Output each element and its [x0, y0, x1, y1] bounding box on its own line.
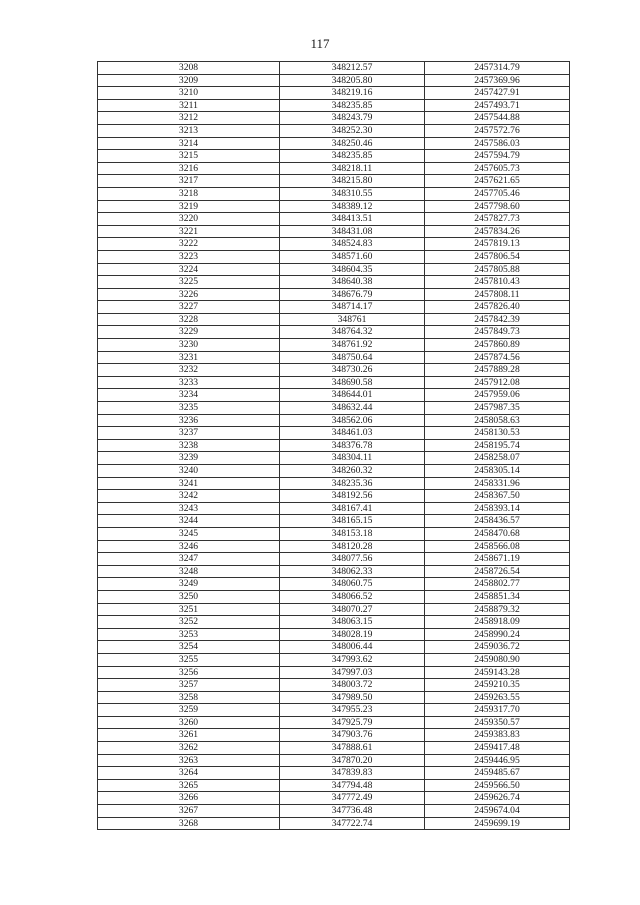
table-row — [98, 364, 570, 377]
x-coordinate-cell: 347870.20 — [280, 754, 425, 767]
y-coordinate-cell: 2459143.28 — [425, 666, 570, 679]
point-number-cell: 3247 — [98, 553, 280, 566]
table-row — [98, 704, 570, 717]
x-coordinate-cell: 348077.56 — [280, 553, 425, 566]
table-row — [98, 641, 570, 654]
table-row — [98, 238, 570, 251]
y-coordinate-cell: 2459210.35 — [425, 679, 570, 692]
table-row — [98, 490, 570, 503]
table-row — [98, 540, 570, 553]
point-number-cell: 3257 — [98, 679, 280, 692]
x-coordinate-cell: 347839.83 — [280, 767, 425, 780]
point-number-cell: 3219 — [98, 200, 280, 213]
x-coordinate-cell: 348063.15 — [280, 616, 425, 629]
point-number-cell: 3226 — [98, 288, 280, 301]
y-coordinate-cell: 2457705.46 — [425, 187, 570, 200]
table-row — [98, 402, 570, 415]
point-number-cell: 3221 — [98, 225, 280, 238]
table-row — [98, 99, 570, 112]
x-coordinate-cell: 348219.16 — [280, 87, 425, 100]
x-coordinate-cell: 348215.80 — [280, 175, 425, 188]
table-row — [98, 578, 570, 591]
x-coordinate-cell: 348205.80 — [280, 74, 425, 87]
x-coordinate-cell: 348235.85 — [280, 99, 425, 112]
y-coordinate-cell: 2457959.06 — [425, 389, 570, 402]
table-row — [98, 112, 570, 125]
table-row — [98, 288, 570, 301]
table-row — [98, 150, 570, 163]
x-coordinate-cell: 348562.06 — [280, 414, 425, 427]
x-coordinate-cell: 348060.75 — [280, 578, 425, 591]
point-number-cell: 3217 — [98, 175, 280, 188]
y-coordinate-cell: 2457594.79 — [425, 150, 570, 163]
point-number-cell: 3267 — [98, 805, 280, 818]
y-coordinate-cell: 2457874.56 — [425, 351, 570, 364]
table-row — [98, 616, 570, 629]
point-number-cell: 3233 — [98, 376, 280, 389]
x-coordinate-cell: 348761 — [280, 313, 425, 326]
table-row — [98, 742, 570, 755]
y-coordinate-cell: 2459080.90 — [425, 653, 570, 666]
x-coordinate-cell: 348644.01 — [280, 389, 425, 402]
table-row — [98, 603, 570, 616]
x-coordinate-cell: 348676.79 — [280, 288, 425, 301]
y-coordinate-cell: 2457912.08 — [425, 376, 570, 389]
point-number-cell: 3211 — [98, 99, 280, 112]
y-coordinate-cell: 2457827.73 — [425, 213, 570, 226]
table-row — [98, 389, 570, 402]
table-row — [98, 62, 570, 75]
y-coordinate-cell: 2459317.70 — [425, 704, 570, 717]
x-coordinate-cell: 348243.79 — [280, 112, 425, 125]
point-number-cell: 3241 — [98, 477, 280, 490]
y-coordinate-cell: 2459263.55 — [425, 691, 570, 704]
x-coordinate-cell: 348235.85 — [280, 150, 425, 163]
x-coordinate-cell: 348070.27 — [280, 603, 425, 616]
y-coordinate-cell: 2458918.09 — [425, 616, 570, 629]
y-coordinate-cell: 2458470.68 — [425, 527, 570, 540]
point-number-cell: 3234 — [98, 389, 280, 402]
table-row — [98, 427, 570, 440]
point-number-cell: 3214 — [98, 137, 280, 150]
table-row — [98, 465, 570, 478]
y-coordinate-cell: 2458331.96 — [425, 477, 570, 490]
table-row — [98, 477, 570, 490]
point-number-cell: 3246 — [98, 540, 280, 553]
table-row — [98, 351, 570, 364]
table-row — [98, 326, 570, 339]
y-coordinate-cell: 2458058.63 — [425, 414, 570, 427]
table-row — [98, 653, 570, 666]
y-coordinate-cell: 2459036.72 — [425, 641, 570, 654]
x-coordinate-cell: 348304.11 — [280, 452, 425, 465]
table-row — [98, 175, 570, 188]
table-row — [98, 162, 570, 175]
x-coordinate-cell: 348431.08 — [280, 225, 425, 238]
table-row — [98, 502, 570, 515]
x-coordinate-cell: 348376.78 — [280, 439, 425, 452]
x-coordinate-cell: 347955.23 — [280, 704, 425, 717]
table-row — [98, 376, 570, 389]
table-row — [98, 691, 570, 704]
y-coordinate-cell: 2458671.19 — [425, 553, 570, 566]
table-row — [98, 716, 570, 729]
point-number-cell: 3236 — [98, 414, 280, 427]
table-row — [98, 817, 570, 830]
x-coordinate-cell: 347772.49 — [280, 792, 425, 805]
y-coordinate-cell: 2457889.28 — [425, 364, 570, 377]
point-number-cell: 3240 — [98, 465, 280, 478]
point-number-cell: 3253 — [98, 628, 280, 641]
point-number-cell: 3264 — [98, 767, 280, 780]
table-row — [98, 779, 570, 792]
table-row — [98, 805, 570, 818]
table-row — [98, 553, 570, 566]
point-number-cell: 3266 — [98, 792, 280, 805]
x-coordinate-cell: 348028.19 — [280, 628, 425, 641]
table-row — [98, 439, 570, 452]
y-coordinate-cell: 2457842.39 — [425, 313, 570, 326]
y-coordinate-cell: 2457493.71 — [425, 99, 570, 112]
x-coordinate-cell: 348006.44 — [280, 641, 425, 654]
y-coordinate-cell: 2459417.48 — [425, 742, 570, 755]
x-coordinate-cell: 348690.58 — [280, 376, 425, 389]
y-coordinate-cell: 2457805.88 — [425, 263, 570, 276]
point-number-cell: 3259 — [98, 704, 280, 717]
point-number-cell: 3230 — [98, 339, 280, 352]
point-number-cell: 3256 — [98, 666, 280, 679]
x-coordinate-cell: 348066.52 — [280, 590, 425, 603]
table-row — [98, 792, 570, 805]
y-coordinate-cell: 2459674.04 — [425, 805, 570, 818]
table-row — [98, 213, 570, 226]
point-number-cell: 3224 — [98, 263, 280, 276]
x-coordinate-cell: 348632.44 — [280, 402, 425, 415]
table-row — [98, 767, 570, 780]
x-coordinate-cell: 347925.79 — [280, 716, 425, 729]
x-coordinate-cell: 348764.32 — [280, 326, 425, 339]
x-coordinate-cell: 348252.30 — [280, 124, 425, 137]
y-coordinate-cell: 2458367.50 — [425, 490, 570, 503]
y-coordinate-cell: 2459699.19 — [425, 817, 570, 830]
point-number-cell: 3223 — [98, 250, 280, 263]
x-coordinate-cell: 348750.64 — [280, 351, 425, 364]
y-coordinate-cell: 2457849.73 — [425, 326, 570, 339]
table-row — [98, 263, 570, 276]
x-coordinate-cell: 348640.38 — [280, 276, 425, 289]
y-coordinate-cell: 2457987.35 — [425, 402, 570, 415]
x-coordinate-cell: 348062.33 — [280, 565, 425, 578]
y-coordinate-cell: 2457369.96 — [425, 74, 570, 87]
x-coordinate-cell: 348192.56 — [280, 490, 425, 503]
y-coordinate-cell: 2458802.77 — [425, 578, 570, 591]
point-number-cell: 3249 — [98, 578, 280, 591]
point-number-cell: 3216 — [98, 162, 280, 175]
x-coordinate-cell: 348413.51 — [280, 213, 425, 226]
x-coordinate-cell: 348389.12 — [280, 200, 425, 213]
table-row — [98, 628, 570, 641]
y-coordinate-cell: 2458851.34 — [425, 590, 570, 603]
y-coordinate-cell: 2459626.74 — [425, 792, 570, 805]
x-coordinate-cell: 348235.36 — [280, 477, 425, 490]
point-number-cell: 3250 — [98, 590, 280, 603]
point-number-cell: 3265 — [98, 779, 280, 792]
point-number-cell: 3248 — [98, 565, 280, 578]
table-row — [98, 414, 570, 427]
point-number-cell: 3263 — [98, 754, 280, 767]
y-coordinate-cell: 2458195.74 — [425, 439, 570, 452]
y-coordinate-cell: 2459566.50 — [425, 779, 570, 792]
point-number-cell: 3242 — [98, 490, 280, 503]
point-number-cell: 3243 — [98, 502, 280, 515]
point-number-cell: 3255 — [98, 653, 280, 666]
table-row — [98, 74, 570, 87]
y-coordinate-cell: 2458726.54 — [425, 565, 570, 578]
x-coordinate-cell: 347903.76 — [280, 729, 425, 742]
x-coordinate-cell: 348153.18 — [280, 527, 425, 540]
x-coordinate-cell: 348461.03 — [280, 427, 425, 440]
y-coordinate-cell: 2457572.76 — [425, 124, 570, 137]
x-coordinate-cell: 347989.50 — [280, 691, 425, 704]
table-row — [98, 666, 570, 679]
x-coordinate-cell: 348250.46 — [280, 137, 425, 150]
table-row — [98, 250, 570, 263]
x-coordinate-cell: 348218.11 — [280, 162, 425, 175]
point-number-cell: 3225 — [98, 276, 280, 289]
y-coordinate-cell: 2459446.95 — [425, 754, 570, 767]
x-coordinate-cell: 348212.57 — [280, 62, 425, 75]
x-coordinate-cell: 348730.26 — [280, 364, 425, 377]
y-coordinate-cell: 2458566.08 — [425, 540, 570, 553]
page-number: 117 — [310, 36, 330, 51]
coordinate-table — [97, 61, 570, 830]
point-number-cell: 3245 — [98, 527, 280, 540]
point-number-cell: 3238 — [98, 439, 280, 452]
point-number-cell: 3262 — [98, 742, 280, 755]
table-row — [98, 225, 570, 238]
x-coordinate-cell: 348571.60 — [280, 250, 425, 263]
point-number-cell: 3228 — [98, 313, 280, 326]
y-coordinate-cell: 2457427.91 — [425, 87, 570, 100]
table-row — [98, 515, 570, 528]
table-row — [98, 565, 570, 578]
point-number-cell: 3258 — [98, 691, 280, 704]
table-row — [98, 87, 570, 100]
point-number-cell: 3261 — [98, 729, 280, 742]
point-number-cell: 3235 — [98, 402, 280, 415]
point-number-cell: 3222 — [98, 238, 280, 251]
table-row — [98, 276, 570, 289]
x-coordinate-cell: 347736.48 — [280, 805, 425, 818]
y-coordinate-cell: 2457819.13 — [425, 238, 570, 251]
y-coordinate-cell: 2457860.89 — [425, 339, 570, 352]
y-coordinate-cell: 2457834.26 — [425, 225, 570, 238]
point-number-cell: 3231 — [98, 351, 280, 364]
point-number-cell: 3227 — [98, 301, 280, 314]
x-coordinate-cell: 347997.03 — [280, 666, 425, 679]
point-number-cell: 3212 — [98, 112, 280, 125]
y-coordinate-cell: 2457808.11 — [425, 288, 570, 301]
y-coordinate-cell: 2458436.57 — [425, 515, 570, 528]
table-row — [98, 590, 570, 603]
y-coordinate-cell: 2457810.43 — [425, 276, 570, 289]
point-number-cell: 3252 — [98, 616, 280, 629]
x-coordinate-cell: 348524.83 — [280, 238, 425, 251]
table-row — [98, 124, 570, 137]
table-row — [98, 729, 570, 742]
point-number-cell: 3254 — [98, 641, 280, 654]
x-coordinate-cell: 347722.74 — [280, 817, 425, 830]
x-coordinate-cell: 348003.72 — [280, 679, 425, 692]
point-number-cell: 3213 — [98, 124, 280, 137]
table-row — [98, 754, 570, 767]
table-row — [98, 301, 570, 314]
point-number-cell: 3208 — [98, 62, 280, 75]
table-row — [98, 452, 570, 465]
x-coordinate-cell: 347993.62 — [280, 653, 425, 666]
y-coordinate-cell: 2457826.40 — [425, 301, 570, 314]
y-coordinate-cell: 2458990.24 — [425, 628, 570, 641]
table-row — [98, 527, 570, 540]
y-coordinate-cell: 2458258.07 — [425, 452, 570, 465]
x-coordinate-cell: 348167.41 — [280, 502, 425, 515]
point-number-cell: 3244 — [98, 515, 280, 528]
table-row — [98, 679, 570, 692]
y-coordinate-cell: 2457621.65 — [425, 175, 570, 188]
x-coordinate-cell: 347888.61 — [280, 742, 425, 755]
point-number-cell: 3220 — [98, 213, 280, 226]
y-coordinate-cell: 2457586.03 — [425, 137, 570, 150]
y-coordinate-cell: 2458130.53 — [425, 427, 570, 440]
table-body — [98, 62, 570, 830]
point-number-cell: 3260 — [98, 716, 280, 729]
point-number-cell: 3268 — [98, 817, 280, 830]
table-row — [98, 200, 570, 213]
x-coordinate-cell: 348260.32 — [280, 465, 425, 478]
point-number-cell: 3239 — [98, 452, 280, 465]
x-coordinate-cell: 348310.55 — [280, 187, 425, 200]
point-number-cell: 3210 — [98, 87, 280, 100]
y-coordinate-cell: 2458879.32 — [425, 603, 570, 616]
y-coordinate-cell: 2459485.67 — [425, 767, 570, 780]
point-number-cell: 3237 — [98, 427, 280, 440]
y-coordinate-cell: 2458393.14 — [425, 502, 570, 515]
x-coordinate-cell: 348714.17 — [280, 301, 425, 314]
point-number-cell: 3251 — [98, 603, 280, 616]
x-coordinate-cell: 348761.92 — [280, 339, 425, 352]
y-coordinate-cell: 2457798.60 — [425, 200, 570, 213]
table-row — [98, 339, 570, 352]
table-row — [98, 313, 570, 326]
y-coordinate-cell: 2459350.57 — [425, 716, 570, 729]
point-number-cell: 3209 — [98, 74, 280, 87]
point-number-cell: 3232 — [98, 364, 280, 377]
point-number-cell: 3215 — [98, 150, 280, 163]
x-coordinate-cell: 347794.48 — [280, 779, 425, 792]
x-coordinate-cell: 348165.15 — [280, 515, 425, 528]
table-row — [98, 187, 570, 200]
y-coordinate-cell: 2457605.73 — [425, 162, 570, 175]
y-coordinate-cell: 2459383.83 — [425, 729, 570, 742]
y-coordinate-cell: 2457314.79 — [425, 62, 570, 75]
x-coordinate-cell: 348120.28 — [280, 540, 425, 553]
table-row — [98, 137, 570, 150]
y-coordinate-cell: 2457806.54 — [425, 250, 570, 263]
x-coordinate-cell: 348604.35 — [280, 263, 425, 276]
point-number-cell: 3229 — [98, 326, 280, 339]
point-number-cell: 3218 — [98, 187, 280, 200]
y-coordinate-cell: 2458305.14 — [425, 465, 570, 478]
y-coordinate-cell: 2457544.88 — [425, 112, 570, 125]
